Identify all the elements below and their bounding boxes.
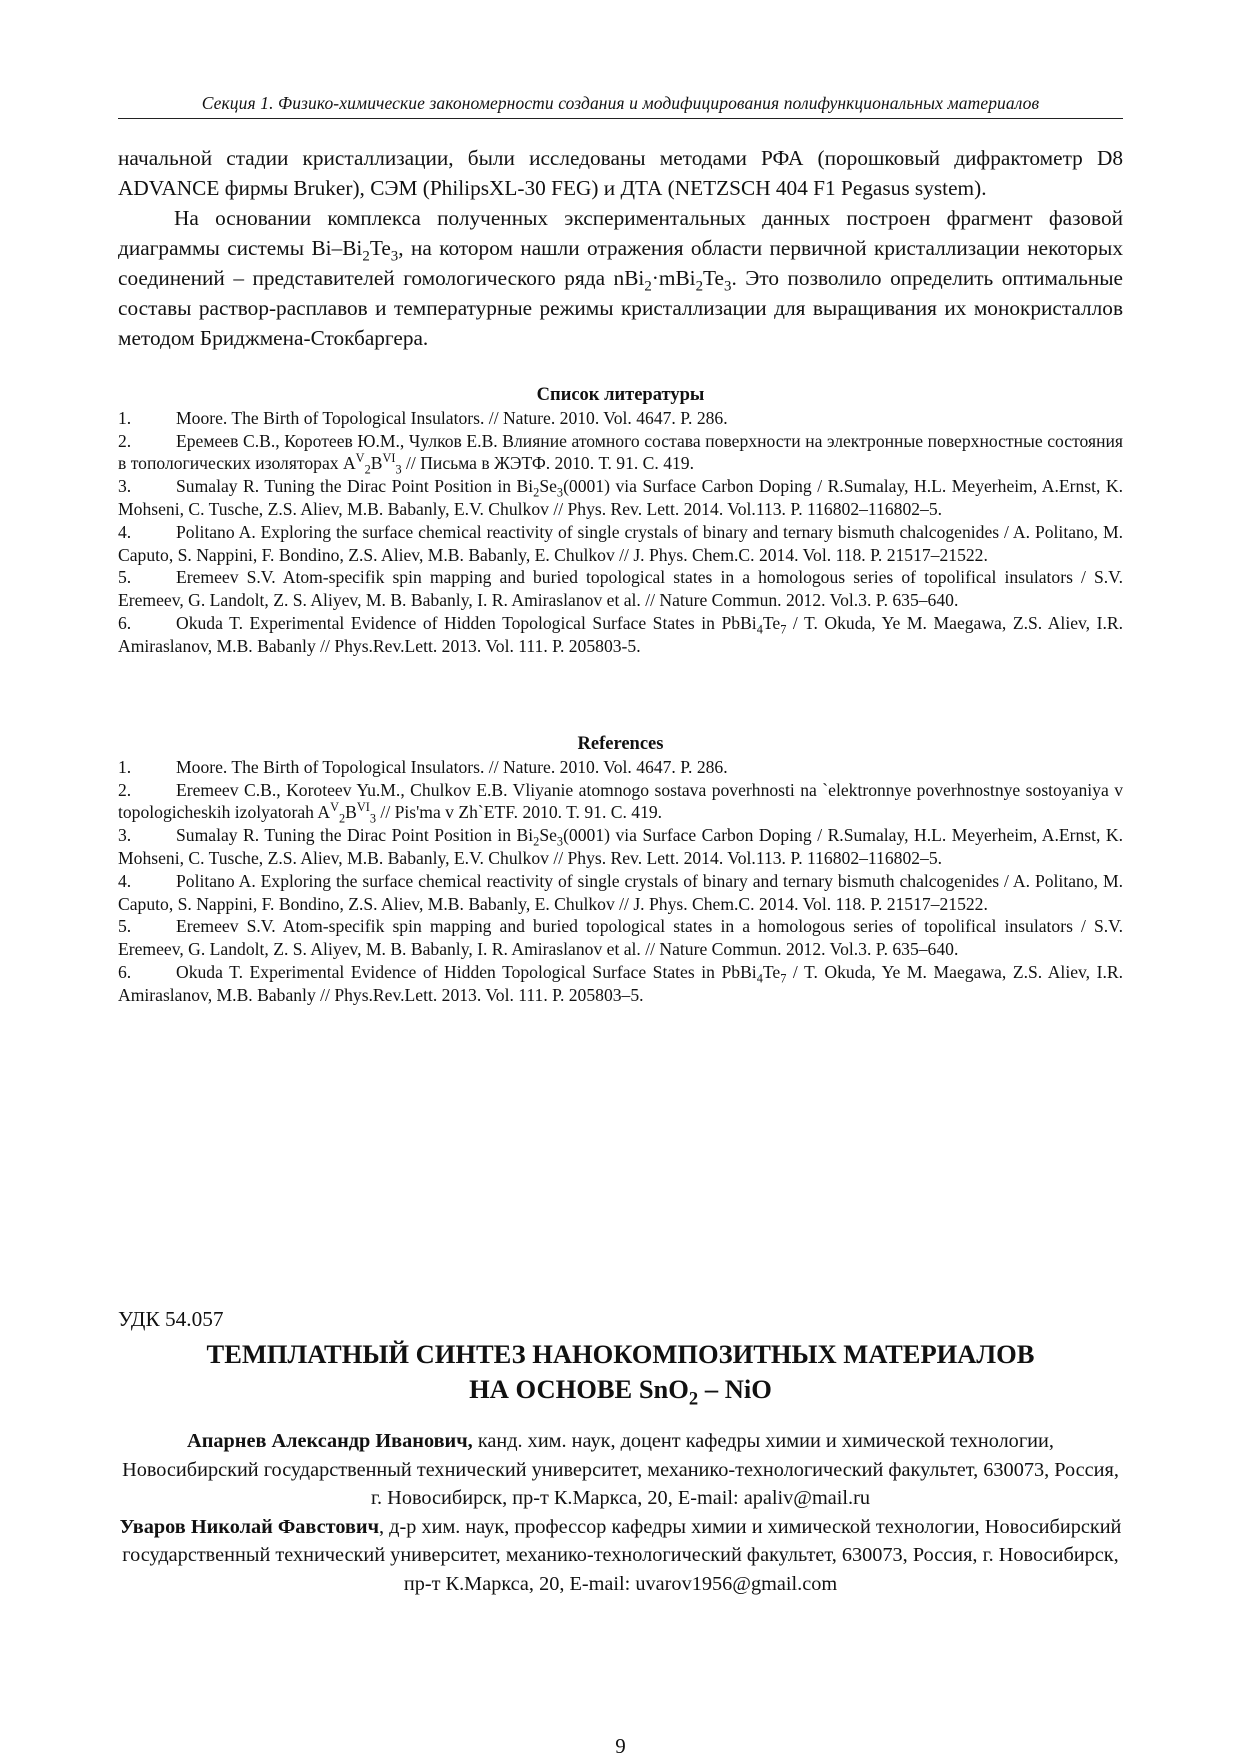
header-rule xyxy=(118,118,1123,119)
reference-text: Eremeev S.V. Atom-specifik spin mapping and buried topological states in a homologous series of topolifical insulators / S.V. Eremeev, G. Landolt, Z. S. Aliyev, M. B. Babanly, I. R. Amiraslanov et al. // Nature Commun. 2012. Vol.3. P. 635–640. xyxy=(118,567,1123,611)
reference-item xyxy=(118,475,1123,521)
reference-number: 6. xyxy=(118,961,132,982)
reference-item xyxy=(118,430,1123,476)
reference-number: 5. xyxy=(118,916,132,937)
superscript: V xyxy=(330,800,339,815)
subscript: 3 xyxy=(556,485,564,500)
superscript: VI xyxy=(382,451,396,466)
reference-text: Eremeev C.B., Koroteev Yu.M., Chulkov E.B. Vliyanie atomnogo sostava poverhnosti na `elektronnye poverhnostnye sostoyaniya v topologicheskih izolyatorah A xyxy=(118,779,1123,823)
reference-item xyxy=(118,566,1123,612)
subscript: 7 xyxy=(780,971,787,986)
author-2-name: Уваров Николай Фавстович xyxy=(119,1515,380,1538)
superscript: VI xyxy=(356,800,370,815)
text-span: Se xyxy=(539,476,557,497)
references-en xyxy=(118,733,1123,1007)
author-2-info: , д-р хим. наук, профессор кафедры химии и химической технологии, Новосибирский государственный технический университет, механико-технологический факультет, 630073, Россия, г. Новосибирск, пр-т К.Маркса, 20, E-mail: uvarov1956@gmail.com xyxy=(122,1515,1122,1595)
subscript: 3 xyxy=(390,248,399,265)
subscript: 3 xyxy=(369,811,377,826)
reference-item xyxy=(118,961,1123,1007)
subscript: 3 xyxy=(556,834,564,849)
reference-number: 6. xyxy=(118,612,132,633)
author-2 xyxy=(118,1513,1123,1599)
reference-number: 1. xyxy=(118,756,132,777)
reference-number: 3. xyxy=(118,825,132,846)
reference-text: Eremeev S.V. Atom-specifik spin mapping and buried topological states in a homologous series of topolifical insulators / S.V. Eremeev, G. Landolt, Z. S. Aliyev, M. B. Babanly, I. R. Amiraslanov et al. // Nature Commun. 2012. Vol.3. P. 635–640. xyxy=(118,916,1123,960)
subscript: 2 xyxy=(362,248,370,265)
reference-text: Moore. The Birth of Topological Insulators. // Nature. 2010. Vol. 4647. P. 286. xyxy=(176,756,728,777)
reference-text: (0001) via Surface Carbon Doping / R.Sumalay, H.L. Meyerheim, A.Ernst, K. Mohseni, C. Tusche, Z.S. Aliev, M.B. Babanly, E.V. Chulkov // Phys. Rev. Lett. 2014. Vol.113. P. 116802–116802–5. xyxy=(118,476,1123,519)
subscript: 2 xyxy=(688,1388,699,1410)
text-span: НА ОСНОВЕ SnO xyxy=(469,1374,689,1404)
text-span: Te xyxy=(703,266,724,290)
reference-number: 3. xyxy=(118,476,132,497)
reference-text: // Pis'ma v Zh`ETF. 2010. T. 91. C. 419. xyxy=(376,802,663,823)
reference-item xyxy=(118,612,1123,658)
article-title-line-2 xyxy=(118,1372,1123,1410)
reference-item xyxy=(118,824,1123,870)
text-span: , на котором нашли отражения области первичной кристаллизации некоторых соединений – представителей гомологического ряда nBi xyxy=(118,236,1123,290)
subscript: 7 xyxy=(780,622,787,637)
paragraph-1: начальной стадии кристаллизации, были исследованы методами РФА (порошковый дифрактометр D8 ADVANCE фирмы Bruker), СЭМ (PhilipsXL-30 FEG) и ДТА (NETZSCH 404 F1 Pegasus system). xyxy=(118,146,1123,200)
references-en-title: References xyxy=(577,734,664,754)
author-1 xyxy=(118,1427,1123,1513)
reference-number: 1. xyxy=(118,407,132,428)
reference-text: Politano A. Exploring the surface chemical reactivity of single crystals of binary and ternary bismuth chalcogenides / A. Politano, M. Caputo, S. Nappini, F. Bondino, Z.S. Aliev, M.B. Babanly, E. Chulkov // J. Phys. Chem.C. 2014. Vol. 118. P. 21517–21522. xyxy=(118,870,1123,914)
subscript: 4 xyxy=(756,622,763,637)
subscript: 3 xyxy=(395,462,402,477)
reference-text: // Письма в ЖЭТФ. 2010. Т. 91. С. 419. xyxy=(401,453,695,474)
subscript: 2 xyxy=(338,811,346,826)
references-ru-title: Список литературы xyxy=(536,385,705,405)
page-number: 9 xyxy=(615,1734,626,1758)
subscript: 2 xyxy=(533,485,540,500)
reference-text: / T. Okuda, Ye M. Maegawa, Z.S. Aliev, I.R. Amiraslanov, M.B. Babanly // Phys.Rev.Lett. 2013. Vol. 111. P. 205803-5. xyxy=(118,612,1124,656)
reference-text: (0001) via Surface Carbon Doping / R.Sumalay, H.L. Meyerheim, A.Ernst, K. Mohseni, C. Tusche, Z.S. Aliev, M.B. Babanly, E.V. Chulkov // Phys. Rev. Lett. 2014. Vol.113. P. 116802–116802–5. xyxy=(118,825,1123,868)
subscript: 2 xyxy=(644,278,652,295)
text-span: На основании комплекса полученных экспериментальных данных построен фрагмент фазовой диаграммы системы Bi–Bi xyxy=(118,206,1123,260)
reference-item xyxy=(118,870,1123,916)
reference-item xyxy=(118,915,1123,961)
reference-text: Sumalay R. Tuning the Dirac Point Position in Bi xyxy=(176,476,534,497)
running-head: Секция 1. Физико-химические закономерности создания и модифицирования полифункциональных материалов xyxy=(201,93,1040,113)
reference-text: / T. Okuda, Ye M. Maegawa, Z.S. Aliev, I.R. Amiraslanov, M.B. Babanly // Phys.Rev.Lett. 2013. Vol. 111. P. 205803–5. xyxy=(118,961,1124,1005)
udk-code: УДК 54.057 xyxy=(118,1307,224,1331)
reference-text: Okuda T. Experimental Evidence of Hidden Topological Surface States in PbBi xyxy=(176,612,757,633)
reference-item xyxy=(118,407,1123,430)
reference-number: 4. xyxy=(118,870,132,891)
references-ru xyxy=(118,384,1123,658)
author-1-name: Апарнев Александр Иванович, xyxy=(187,1430,473,1452)
text-span: Se xyxy=(539,825,557,846)
article-title-line-1: ТЕМПЛАТНЫЙ СИНТЕЗ НАНОКОМПОЗИТНЫХ МАТЕРИАЛОВ xyxy=(206,1339,1035,1369)
reference-number: 2. xyxy=(118,430,132,451)
reference-text: Еремеев С.В., Коротеев Ю.М., Чулков Е.В. Влияние атомного состава поверхности на электронные поверхностные состояния в топологических изоляторах A xyxy=(118,430,1123,474)
text-span: B xyxy=(345,802,357,823)
author-1-info: канд. хим. наук, доцент кафедры химии и химической технологии, Новосибирский государственный технический университет, механико-технологический факультет, 630073, Россия, г. Новосибирск, пр-т К.Маркса, 20, E-mail: apaliv@mail.ru xyxy=(122,1430,1119,1509)
text-span: ·mBi xyxy=(651,266,696,290)
text-span: – NiO xyxy=(698,1374,772,1404)
reference-text: Moore. The Birth of Topological Insulators. // Nature. 2010. Vol. 4647. P. 286. xyxy=(176,407,728,428)
subscript: 4 xyxy=(756,971,763,986)
reference-number: 2. xyxy=(118,779,132,800)
reference-item xyxy=(118,521,1123,567)
body-text xyxy=(118,143,1123,353)
reference-number: 4. xyxy=(118,521,132,542)
paragraph-2 xyxy=(118,203,1123,353)
text-span: B xyxy=(370,453,383,474)
reference-item xyxy=(118,779,1123,825)
authors-block xyxy=(118,1427,1123,1598)
superscript: V xyxy=(355,451,365,466)
reference-text: Okuda T. Experimental Evidence of Hidden Topological Surface States in PbBi xyxy=(176,961,757,982)
reference-number: 5. xyxy=(118,567,132,588)
article-title xyxy=(118,1337,1123,1410)
text-span: Te xyxy=(762,612,781,633)
text-span: Te xyxy=(369,236,391,260)
subscript: 2 xyxy=(533,834,540,849)
reference-text: Politano A. Exploring the surface chemical reactivity of single crystals of binary and ternary bismuth chalcogenides / A. Politano, M. Caputo, S. Nappini, F. Bondino, Z.S. Aliev, M.B. Babanly, E. Chulkov // J. Phys. Chem.C. 2014. Vol. 118. P. 21517–21522. xyxy=(118,521,1123,565)
subscript: 2 xyxy=(364,462,371,477)
text-span: . Это позволило определить оптимальные составы раствор-расплавов и температурные режимы кристаллизации для выращивания их монокристаллов методом Бриджмена-Стокбаргера. xyxy=(118,266,1123,350)
subscript: 3 xyxy=(724,278,732,295)
text-span: Te xyxy=(762,961,781,982)
subscript: 2 xyxy=(695,278,704,295)
reference-item xyxy=(118,756,1123,779)
reference-text: Sumalay R. Tuning the Dirac Point Position in Bi xyxy=(176,825,534,846)
